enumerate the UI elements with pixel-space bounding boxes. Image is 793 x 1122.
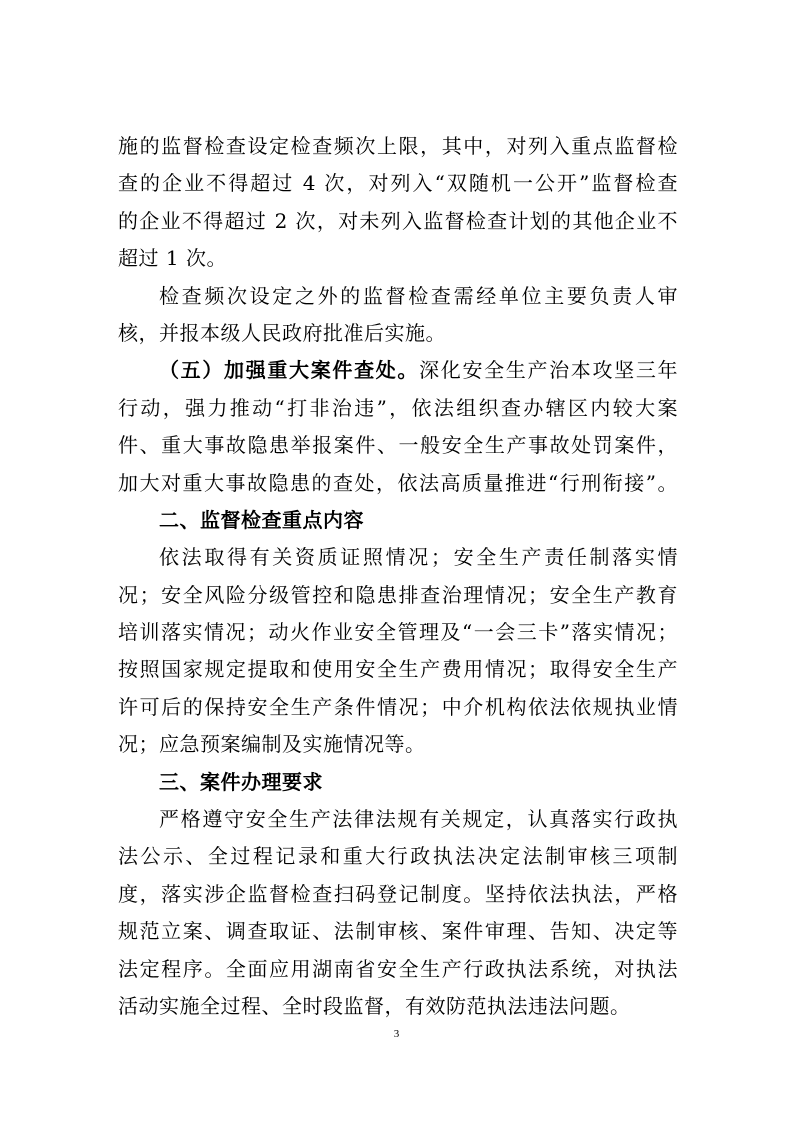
paragraph-line: 况；应急预案编制及实施情况等。 (118, 732, 426, 757)
paragraph-line: 度，落实涉企监督检查扫码登记制度。坚持依法执法，严格 (118, 881, 678, 906)
paragraph-line: 依法取得有关资质证照情况；安全生产责任制落实情 (159, 545, 678, 570)
paragraph-text: 深化安全生产治本攻坚三年 (419, 358, 678, 383)
paragraph-line: 行动，强力推动“打非治违”，依法组织查办辖区内较大案 (118, 395, 678, 420)
paragraph-line: 许可后的保持安全生产条件情况；中介机构依法依规执业情 (118, 694, 678, 719)
paragraph-line: 的企业不得超过 2 次，对未列入监督检查计划的其他企业不 (118, 208, 678, 233)
page-number: 3 (393, 1028, 400, 1040)
paragraph-line: 超过 1 次。 (118, 246, 227, 271)
paragraph-line: 核，并报本级人民政府批准后实施。 (118, 320, 446, 345)
paragraph-line (118, 352, 678, 389)
paragraph-line: 严格遵守安全生产法律法规有关规定，认真落实行政执 (159, 807, 678, 832)
paragraph-line: 况；安全风险分级管控和隐患排查治理情况；安全生产教育 (118, 582, 678, 607)
paragraph-line: 培训落实情况；动火作业安全管理及“一会三卡”落实情况； (118, 620, 678, 645)
section-heading: 二、监督检查重点内容 (159, 507, 364, 532)
body-text (118, 128, 678, 1025)
paragraph-line: 件、重大事故隐患举报案件、一般安全生产事故处罚案件， (118, 433, 678, 458)
paragraph-line: 按照国家规定提取和使用安全生产费用情况；取得安全生产 (118, 657, 678, 682)
paragraph-line: 加大对重大事故隐患的查处，依法高质量推进“行刑衔接”。 (118, 470, 678, 495)
paragraph-line: 查的企业不得超过 4 次，对列入“双随机一公开”监督检查 (118, 171, 678, 196)
paragraph-line: 法定程序。全面应用湖南省安全生产行政执法系统，对执法 (118, 956, 678, 981)
section-heading: 三、案件办理要求 (159, 769, 323, 794)
paragraph-line: 施的监督检查设定检查频次上限，其中，对列入重点监督检 (118, 134, 678, 158)
paragraph-line: 法公示、全过程记录和重大行政执法决定法制审核三项制 (118, 844, 678, 869)
bold-subheading: （五）加强重大案件查处。 (159, 358, 420, 383)
paragraph-line: 活动实施全过程、全时段监督，有效防范执法违法问题。 (118, 993, 631, 1018)
paragraph-line: 规范立案、调查取证、法制审核、案件审理、告知、决定等 (118, 919, 678, 944)
paragraph-line: 检查频次设定之外的监督检查需经单位主要负责人审 (159, 283, 678, 308)
